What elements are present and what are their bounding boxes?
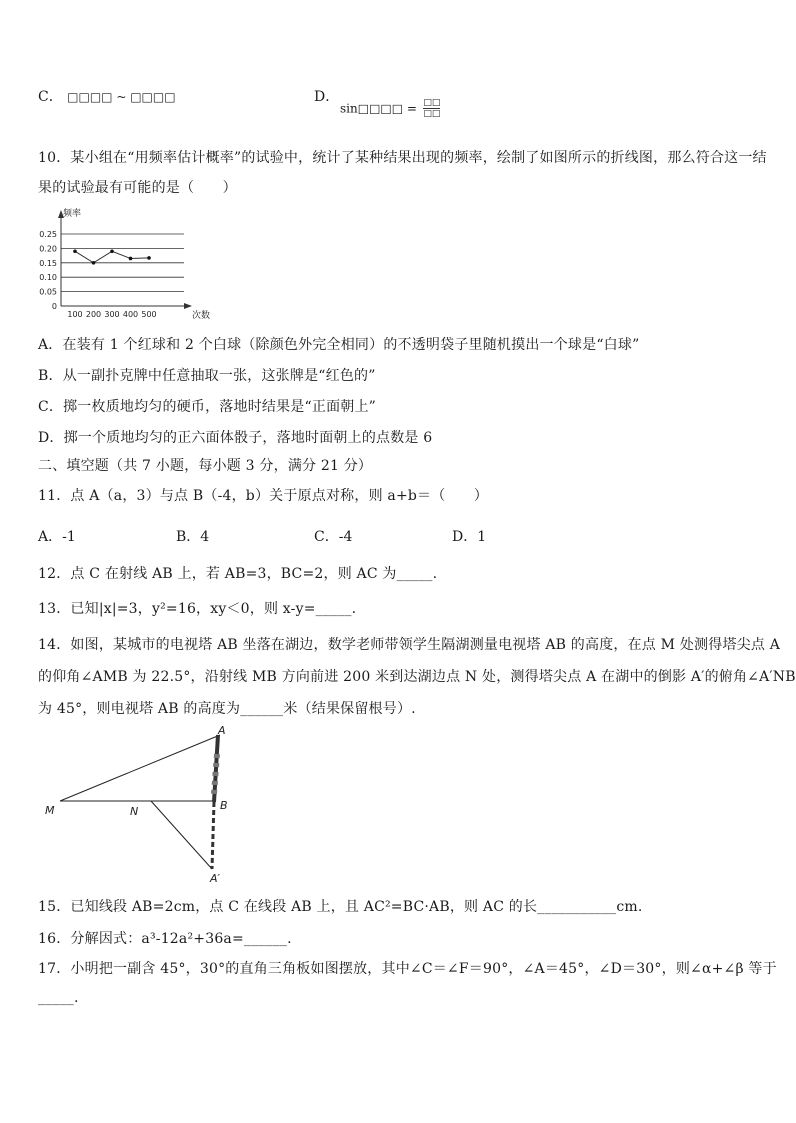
chart-x-tick-label: 400 — [122, 310, 139, 319]
q9-option-d — [314, 86, 339, 106]
chart-y-ticks — [39, 230, 57, 311]
q15-stem: 15．已知线段 AB=2cm，点 C 在线段 AB 上，且 AC²=BC·AB，则 AC 的长___________cm. — [38, 899, 643, 915]
chart-grid — [61, 234, 185, 306]
q11-stem: 11．点 A（a，3）与点 B（-4，b）关于原点对称，则 a+b＝（ ） — [38, 488, 489, 504]
q10-option-c: C．掷一枚质地均匀的硬币，落地时结果是“正面朝上” — [38, 399, 377, 415]
q13-stem: 13．已知|x|=3，y²=16，xy＜0，则 x-y=_____. — [38, 601, 357, 617]
chart-data-point — [147, 256, 151, 260]
q9-option-d-formula — [340, 98, 440, 119]
label-N: N — [130, 805, 139, 818]
q11-option-c: C．-4 — [314, 529, 353, 545]
q10-option-d: D．掷一个质地均匀的正六面体骰子，落地时面朝上的点数是 6 — [38, 430, 433, 446]
q14-stem-line1: 14．如图，某城市的电视塔 AB 坐落在湖边，数学老师带领学生隔湖测量电视塔 AB 的高度，在点 M 处测得塔尖点 A — [38, 637, 781, 653]
chart-data-point — [92, 261, 96, 265]
q9-option-c — [38, 86, 176, 106]
q16-stem: 16．分解因式：a³-12a²+36a=______. — [38, 931, 292, 947]
q14-stem-line2: 的仰角∠AMB 为 22.5°，沿射线 MB 方向前进 200 米到达湖边点 N 处，测得塔尖点 A 在湖中的倒影 A′的俯角∠A′NB — [38, 669, 796, 685]
segment-MA — [60, 735, 220, 801]
chart-x-tick-label: 500 — [141, 310, 157, 319]
frequency-line-chart — [36, 204, 211, 321]
chart-y-tick-label: 0.20 — [39, 244, 57, 254]
chart-data-point — [110, 249, 114, 253]
chart-xlabel: 次数 — [192, 311, 211, 321]
chart-y-tick-label: 0.25 — [39, 230, 57, 239]
q9-d-fraction — [423, 98, 440, 119]
q10-option-a: A．在装有 1 个红球和 2 个白球（除颜色外完全相同）的不透明袋子里随机摸出一个球是“白球” — [38, 337, 640, 353]
chart-x-tick-label: 100 — [67, 310, 83, 319]
q9-d-mid: □□□□ = — [357, 101, 417, 116]
q14-stem-line3: 为 45°，则电视塔 AB 的高度为______米（结果保留根号）. — [38, 701, 416, 717]
q17-stem-line1: 17．小明把一副含 45°，30°的直角三角板如图摆放，其中∠C＝∠F＝90°，∠A＝45°，∠D＝30°，则∠α+∠β 等于 — [38, 961, 777, 977]
label-M: M — [45, 804, 55, 817]
q9-d-sin: sin — [340, 101, 358, 116]
chart-y-tick-label: 0.10 — [39, 273, 57, 283]
label-A-prime: A′ — [210, 872, 221, 885]
tower-geometry-figure — [40, 724, 250, 889]
q10-stem-line1: 10．某小组在“用频率估计概率”的试验中，统计了某种结果出现的频率，绘制了如图所示的折线图，那么符合这一结 — [38, 150, 767, 166]
chart-data-point — [129, 257, 133, 261]
label-B: B — [220, 799, 228, 812]
segment-NA-prime — [151, 801, 212, 869]
chart-x-tick-label: 200 — [85, 310, 102, 319]
chart-y-tick-label: 0.05 — [39, 287, 57, 297]
chart-x-tick-label: 300 — [104, 310, 120, 319]
q12-stem: 12．点 C 在射线 AB 上，若 AB=3，BC=2，则 AC 为_____. — [38, 566, 438, 582]
q10-option-b: B．从一副扑克牌中任意抽取一张，这张牌是“红色的” — [38, 368, 376, 384]
q9-option-c-text: □□□□ ~ □□□□ — [67, 90, 176, 104]
q11-option-a: A．-1 — [38, 529, 76, 545]
chart-x-axis-arrow — [184, 303, 192, 309]
q10-stem-line2: 果的试验最有可能的是（ ） — [38, 180, 237, 196]
q11-option-d: D．1 — [452, 529, 487, 545]
q9-d-numerator: □□ — [423, 98, 441, 108]
section-2-heading: 二、填空题（共 7 小题，每小题 3 分，满分 21 分） — [38, 458, 373, 474]
q9-option-c-label: C． — [38, 89, 63, 105]
reflection-BA-prime — [212, 802, 214, 869]
chart-ylabel: 频率 — [63, 209, 82, 219]
q9-option-d-label: D． — [314, 89, 340, 105]
label-A: A — [218, 724, 226, 737]
q17-stem-line2: _____. — [38, 990, 79, 1006]
q11-option-b: B．4 — [176, 529, 210, 545]
chart-data-point — [73, 249, 77, 253]
chart-y-tick-label: 0.15 — [39, 258, 57, 268]
chart-y-tick-label: 0 — [51, 302, 57, 311]
q9-d-denominator: □□ — [423, 109, 441, 119]
chart-x-ticks — [67, 310, 156, 319]
